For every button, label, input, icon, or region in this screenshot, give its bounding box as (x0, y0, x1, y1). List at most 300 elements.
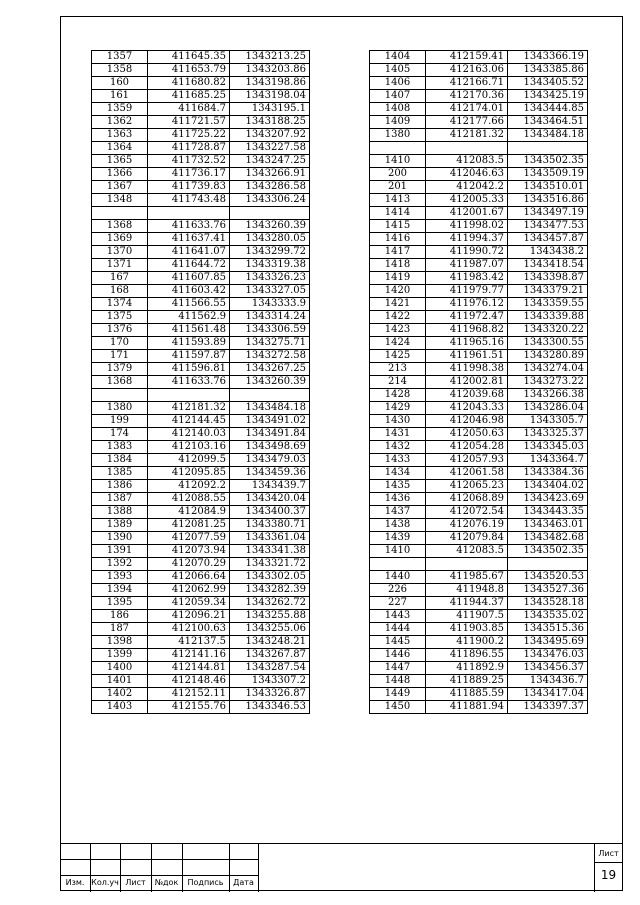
table-row (370, 453, 588, 466)
x-coordinate-cell: 411968.82 (426, 323, 508, 336)
point-number-cell: 1424 (370, 336, 426, 349)
y-coordinate-cell: 1343463.01 (508, 518, 588, 531)
table-row (370, 349, 588, 362)
y-coordinate-cell: 1343195.1 (230, 103, 310, 116)
y-coordinate-cell: 1343314.24 (230, 310, 310, 323)
point-number-cell: 1374 (92, 297, 148, 310)
x-coordinate-cell: 412152.11 (148, 687, 230, 700)
table-row (92, 557, 310, 570)
y-coordinate-cell: 1343456.37 (508, 661, 588, 674)
y-coordinate-cell: 1343266.38 (508, 388, 588, 401)
x-coordinate-cell: 411900.2 (426, 635, 508, 648)
point-number-cell: 1380 (370, 129, 426, 142)
table-row (370, 271, 588, 284)
point-number-cell: 1423 (370, 323, 426, 336)
y-coordinate-cell: 1343306.24 (230, 194, 310, 207)
point-number-cell: 1385 (92, 466, 148, 479)
table-row (92, 700, 310, 713)
x-coordinate-cell: 412057.93 (426, 453, 508, 466)
x-coordinate-cell: 412155.76 (148, 700, 230, 713)
x-coordinate-cell: 411948.8 (426, 583, 508, 596)
point-number-cell: 1368 (92, 375, 148, 388)
y-coordinate-cell: 1343502.35 (508, 154, 588, 167)
x-coordinate-cell: 411685.25 (148, 90, 230, 103)
point-number-cell: 214 (370, 375, 426, 388)
x-coordinate-cell: 412005.33 (426, 193, 508, 206)
y-coordinate-cell: 1343510.01 (508, 180, 588, 193)
y-coordinate-cell: 1343459.36 (230, 466, 310, 479)
y-coordinate-cell: 1343527.36 (508, 583, 588, 596)
x-coordinate-cell: 412144.45 (148, 414, 230, 427)
point-number-cell: 1416 (370, 232, 426, 245)
y-coordinate-cell: 1343418.54 (508, 258, 588, 271)
x-coordinate-cell: 412181.32 (426, 129, 508, 142)
point-number-cell: 1364 (92, 142, 148, 155)
x-coordinate-cell: 412099.5 (148, 453, 230, 466)
y-coordinate-cell: 1343320.22 (508, 323, 588, 336)
point-number-cell: 1365 (92, 155, 148, 168)
table-row (370, 518, 588, 531)
point-number-cell: 1436 (370, 492, 426, 505)
column-label-date: Дата (233, 878, 254, 887)
y-coordinate-cell: 1343479.03 (230, 453, 310, 466)
y-coordinate-cell: 1343321.72 (230, 557, 310, 570)
point-number-cell: 1401 (92, 674, 148, 687)
point-number-cell: 1438 (370, 518, 426, 531)
table-row (92, 362, 310, 375)
point-number-cell: 213 (370, 362, 426, 375)
point-number-cell: 1415 (370, 219, 426, 232)
x-coordinate-cell: 412068.89 (426, 492, 508, 505)
point-number-cell: 1387 (92, 492, 148, 505)
point-number-cell: 1383 (92, 440, 148, 453)
table-row (92, 440, 310, 453)
y-coordinate-cell: 1343400.37 (230, 505, 310, 518)
x-coordinate-cell: 411881.94 (426, 700, 508, 713)
point-number-cell: 1432 (370, 440, 426, 453)
table-row (92, 505, 310, 518)
table-row (92, 297, 310, 310)
x-coordinate-cell: 412100.63 (148, 622, 230, 635)
table-row (92, 64, 310, 77)
x-coordinate-cell: 412050.63 (426, 427, 508, 440)
x-coordinate-cell: 411732.52 (148, 155, 230, 168)
x-coordinate-cell: 411561.48 (148, 323, 230, 336)
y-coordinate-cell: 1343497.19 (508, 206, 588, 219)
table-row (370, 206, 588, 219)
point-number-cell: 1410 (370, 154, 426, 167)
x-coordinate-cell: 411566.55 (148, 297, 230, 310)
y-coordinate-cell: 1343516.86 (508, 193, 588, 206)
table-row (370, 336, 588, 349)
y-coordinate-cell: 1343359.55 (508, 297, 588, 310)
point-number-cell: 161 (92, 90, 148, 103)
y-coordinate-cell: 1343282.39 (230, 583, 310, 596)
y-coordinate-cell: 1343491.02 (230, 414, 310, 427)
table-row (370, 596, 588, 609)
coordinates-table-left (91, 50, 310, 714)
y-coordinate-cell: 1343425.19 (508, 90, 588, 103)
x-coordinate-cell: 411728.87 (148, 142, 230, 155)
table-row (370, 531, 588, 544)
table-row (370, 687, 588, 700)
point-number-cell: 1348 (92, 194, 148, 207)
x-coordinate-cell: 412046.98 (426, 414, 508, 427)
x-coordinate-cell: 411994.37 (426, 232, 508, 245)
table-row (370, 129, 588, 142)
point-number-cell: 1375 (92, 310, 148, 323)
table-row (92, 284, 310, 297)
x-coordinate-cell: 412039.68 (426, 388, 508, 401)
x-coordinate-cell: 411972.47 (426, 310, 508, 323)
point-number-cell: 1380 (92, 401, 148, 414)
point-number-cell: 1414 (370, 206, 426, 219)
y-coordinate-cell: 1343477.53 (508, 219, 588, 232)
table-row (92, 596, 310, 609)
table-row (92, 570, 310, 583)
y-coordinate-cell: 1343327.05 (230, 284, 310, 297)
point-number-cell: 1409 (370, 116, 426, 129)
table-row (370, 622, 588, 635)
y-coordinate-cell: 1343287.54 (230, 661, 310, 674)
x-coordinate-cell: 411892.9 (426, 661, 508, 674)
table-row (370, 116, 588, 129)
point-number-cell: 1403 (92, 700, 148, 713)
y-coordinate-cell: 1343535.02 (508, 609, 588, 622)
x-coordinate-cell: 412002.81 (426, 375, 508, 388)
x-coordinate-cell: 411603.42 (148, 284, 230, 297)
x-coordinate-cell: 412042.2 (426, 180, 508, 193)
point-number-cell: 1450 (370, 700, 426, 713)
table-row (370, 310, 588, 323)
table-row (92, 622, 310, 635)
table-row (92, 609, 310, 622)
x-coordinate-cell: 411725.22 (148, 129, 230, 142)
y-coordinate-cell: 1343423.69 (508, 492, 588, 505)
table-row (370, 505, 588, 518)
x-coordinate-cell (426, 142, 508, 155)
point-number-cell: 167 (92, 271, 148, 284)
table-row (370, 557, 588, 570)
x-coordinate-cell: 412054.28 (426, 440, 508, 453)
table-row (370, 635, 588, 648)
point-number-cell: 174 (92, 427, 148, 440)
point-number-cell (92, 388, 148, 401)
y-coordinate-cell: 1343280.89 (508, 349, 588, 362)
x-coordinate-cell: 412073.94 (148, 544, 230, 557)
table-row (92, 194, 310, 207)
point-number-cell: 1358 (92, 64, 148, 77)
table-row (92, 181, 310, 194)
y-coordinate-cell: 1343267.87 (230, 648, 310, 661)
point-number-cell: 160 (92, 77, 148, 90)
y-coordinate-cell: 1343286.58 (230, 181, 310, 194)
x-coordinate-cell: 412092.2 (148, 479, 230, 492)
x-coordinate-cell: 412137.5 (148, 635, 230, 648)
y-coordinate-cell (508, 142, 588, 155)
table-row (92, 427, 310, 440)
point-number-cell: 1447 (370, 661, 426, 674)
y-coordinate-cell: 1343300.55 (508, 336, 588, 349)
table-row (92, 479, 310, 492)
y-coordinate-cell: 1343188.25 (230, 116, 310, 129)
y-coordinate-cell: 1343272.58 (230, 349, 310, 362)
point-number-cell: 1393 (92, 570, 148, 583)
x-coordinate-cell: 411885.59 (426, 687, 508, 700)
table-row (92, 388, 310, 401)
point-number-cell: 1388 (92, 505, 148, 518)
table-row (370, 167, 588, 180)
point-number-cell: 1386 (92, 479, 148, 492)
x-coordinate-cell: 411721.57 (148, 116, 230, 129)
point-number-cell: 227 (370, 596, 426, 609)
x-coordinate-cell: 411998.02 (426, 219, 508, 232)
x-coordinate-cell: 411896.55 (426, 648, 508, 661)
y-coordinate-cell: 1343484.18 (230, 401, 310, 414)
point-number-cell: 1407 (370, 90, 426, 103)
y-coordinate-cell: 1343306.59 (230, 323, 310, 336)
x-coordinate-cell: 412059.34 (148, 596, 230, 609)
y-coordinate-cell: 1343262.72 (230, 596, 310, 609)
point-number-cell: 1404 (370, 51, 426, 64)
y-coordinate-cell: 1343366.19 (508, 51, 588, 64)
point-number-cell: 1430 (370, 414, 426, 427)
x-coordinate-cell: 411607.85 (148, 271, 230, 284)
y-coordinate-cell: 1343345.03 (508, 440, 588, 453)
column-label-document-number: №док (154, 878, 179, 887)
x-coordinate-cell: 412166.71 (426, 77, 508, 90)
point-number-cell: 1371 (92, 258, 148, 271)
x-coordinate-cell: 412076.19 (426, 518, 508, 531)
point-number-cell: 1366 (92, 168, 148, 181)
y-coordinate-cell: 1343384.36 (508, 466, 588, 479)
x-coordinate-cell (148, 207, 230, 220)
y-coordinate-cell: 1343341.38 (230, 544, 310, 557)
table-row (370, 570, 588, 583)
y-coordinate-cell: 1343274.04 (508, 362, 588, 375)
x-coordinate-cell: 411593.89 (148, 336, 230, 349)
point-number-cell: 1446 (370, 648, 426, 661)
x-coordinate-cell: 412062.99 (148, 583, 230, 596)
point-number-cell: 1444 (370, 622, 426, 635)
table-row (92, 207, 310, 220)
x-coordinate-cell: 412079.84 (426, 531, 508, 544)
y-coordinate-cell: 1343438.2 (508, 245, 588, 258)
y-coordinate-cell: 1343203.86 (230, 64, 310, 77)
x-coordinate-cell: 412065.23 (426, 479, 508, 492)
x-coordinate-cell: 412061.58 (426, 466, 508, 479)
table-row (370, 700, 588, 713)
table-row (370, 414, 588, 427)
table-row (92, 648, 310, 661)
point-number-cell: 1376 (92, 323, 148, 336)
y-coordinate-cell: 1343457.87 (508, 232, 588, 245)
point-number-cell: 171 (92, 349, 148, 362)
table-row (92, 142, 310, 155)
y-coordinate-cell: 1343307.2 (230, 674, 310, 687)
table-row (92, 401, 310, 414)
table-row (370, 219, 588, 232)
x-coordinate-cell: 411653.79 (148, 64, 230, 77)
point-number-cell: 226 (370, 583, 426, 596)
table-row (370, 297, 588, 310)
table-row (92, 103, 310, 116)
table-row (92, 544, 310, 557)
y-coordinate-cell: 1343305.7 (508, 414, 588, 427)
table-row (92, 310, 310, 323)
table-row (92, 77, 310, 90)
x-coordinate-cell: 412163.06 (426, 64, 508, 77)
column-label-sheet: Лист (125, 878, 146, 887)
point-number-cell: 1406 (370, 77, 426, 90)
x-coordinate-cell: 412148.46 (148, 674, 230, 687)
x-coordinate-cell: 411965.16 (426, 336, 508, 349)
table-row (92, 687, 310, 700)
coordinates-table-right (369, 50, 588, 714)
point-number-cell: 1445 (370, 635, 426, 648)
table-row (370, 401, 588, 414)
x-coordinate-cell: 411597.87 (148, 349, 230, 362)
y-coordinate-cell: 1343319.38 (230, 258, 310, 271)
point-number-cell: 1362 (92, 116, 148, 129)
y-coordinate-cell: 1343439.7 (230, 479, 310, 492)
y-coordinate-cell: 1343404.02 (508, 479, 588, 492)
y-coordinate-cell: 1343227.58 (230, 142, 310, 155)
x-coordinate-cell: 411641.07 (148, 245, 230, 258)
table-row (370, 90, 588, 103)
point-number-cell: 1357 (92, 51, 148, 64)
x-coordinate-cell: 412140.03 (148, 427, 230, 440)
y-coordinate-cell: 1343520.53 (508, 570, 588, 583)
point-number-cell: 1369 (92, 232, 148, 245)
x-coordinate-cell: 412170.36 (426, 90, 508, 103)
y-coordinate-cell: 1343207.92 (230, 129, 310, 142)
y-coordinate-cell: 1343260.39 (230, 375, 310, 388)
table-row (92, 129, 310, 142)
y-coordinate-cell: 1343247.25 (230, 155, 310, 168)
y-coordinate-cell: 1343380.71 (230, 518, 310, 531)
table-row (92, 466, 310, 479)
x-coordinate-cell: 412077.59 (148, 531, 230, 544)
point-number-cell: 1429 (370, 401, 426, 414)
point-number-cell: 1410 (370, 544, 426, 557)
y-coordinate-cell: 1343385.86 (508, 64, 588, 77)
x-coordinate-cell: 411596.81 (148, 362, 230, 375)
y-coordinate-cell: 1343398.87 (508, 271, 588, 284)
y-coordinate-cell: 1343397.37 (508, 700, 588, 713)
y-coordinate-cell: 1343326.87 (230, 687, 310, 700)
point-number-cell: 168 (92, 284, 148, 297)
point-number-cell: 1419 (370, 271, 426, 284)
table-row (92, 232, 310, 245)
point-number-cell: 1389 (92, 518, 148, 531)
y-coordinate-cell: 1343515.36 (508, 622, 588, 635)
point-number-cell: 1398 (92, 635, 148, 648)
x-coordinate-cell: 411736.17 (148, 168, 230, 181)
table-row (370, 51, 588, 64)
point-number-cell: 1395 (92, 596, 148, 609)
y-coordinate-cell: 1343248.21 (230, 635, 310, 648)
y-coordinate-cell: 1343346.53 (230, 700, 310, 713)
point-number-cell: 1422 (370, 310, 426, 323)
y-coordinate-cell: 1343417.04 (508, 687, 588, 700)
point-number-cell: 1392 (92, 557, 148, 570)
point-number-cell: 1408 (370, 103, 426, 116)
point-number-cell: 1437 (370, 505, 426, 518)
y-coordinate-cell: 1343280.05 (230, 232, 310, 245)
sheet-label: Лист (598, 849, 619, 858)
table-row (370, 479, 588, 492)
table-row (92, 245, 310, 258)
table-row (92, 375, 310, 388)
sheet-number: 19 (600, 868, 617, 882)
x-coordinate-cell: 411644.72 (148, 258, 230, 271)
table-row (370, 388, 588, 401)
y-coordinate-cell: 1343198.86 (230, 77, 310, 90)
point-number-cell: 1449 (370, 687, 426, 700)
table-row (92, 271, 310, 284)
y-coordinate-cell: 1343255.06 (230, 622, 310, 635)
y-coordinate-cell: 1343420.04 (230, 492, 310, 505)
x-coordinate-cell: 412046.63 (426, 167, 508, 180)
title-block (60, 843, 623, 891)
y-coordinate-cell: 1343299.72 (230, 245, 310, 258)
y-coordinate-cell: 1343405.52 (508, 77, 588, 90)
y-coordinate-cell: 1343302.05 (230, 570, 310, 583)
x-coordinate-cell: 411976.12 (426, 297, 508, 310)
x-coordinate-cell: 411998.38 (426, 362, 508, 375)
point-number-cell: 1425 (370, 349, 426, 362)
x-coordinate-cell (426, 557, 508, 570)
x-coordinate-cell: 411983.42 (426, 271, 508, 284)
y-coordinate-cell: 1343198.04 (230, 90, 310, 103)
point-number-cell: 170 (92, 336, 148, 349)
y-coordinate-cell: 1343273.22 (508, 375, 588, 388)
table-row (92, 492, 310, 505)
y-coordinate-cell: 1343379.21 (508, 284, 588, 297)
table-row (370, 77, 588, 90)
point-number-cell: 1370 (92, 245, 148, 258)
y-coordinate-cell: 1343491.84 (230, 427, 310, 440)
y-coordinate-cell: 1343482.68 (508, 531, 588, 544)
table-row (370, 375, 588, 388)
point-number-cell (92, 207, 148, 220)
x-coordinate-cell: 411645.35 (148, 51, 230, 64)
x-coordinate-cell: 411680.82 (148, 77, 230, 90)
x-coordinate-cell: 411979.77 (426, 284, 508, 297)
table-row (370, 674, 588, 687)
point-number-cell: 1368 (92, 219, 148, 232)
x-coordinate-cell: 412174.01 (426, 103, 508, 116)
table-row (92, 90, 310, 103)
x-coordinate-cell: 411889.25 (426, 674, 508, 687)
x-coordinate-cell: 412144.81 (148, 661, 230, 674)
y-coordinate-cell: 1343361.04 (230, 531, 310, 544)
y-coordinate-cell: 1343502.35 (508, 544, 588, 557)
table-row (370, 492, 588, 505)
x-coordinate-cell: 411739.83 (148, 181, 230, 194)
point-number-cell: 1402 (92, 687, 148, 700)
x-coordinate-cell: 412088.55 (148, 492, 230, 505)
table-row (370, 648, 588, 661)
table-row (370, 193, 588, 206)
table-row (92, 349, 310, 362)
point-number-cell: 1391 (92, 544, 148, 557)
table-row (370, 609, 588, 622)
x-coordinate-cell: 412070.29 (148, 557, 230, 570)
table-row (370, 661, 588, 674)
x-coordinate-cell: 411637.41 (148, 232, 230, 245)
